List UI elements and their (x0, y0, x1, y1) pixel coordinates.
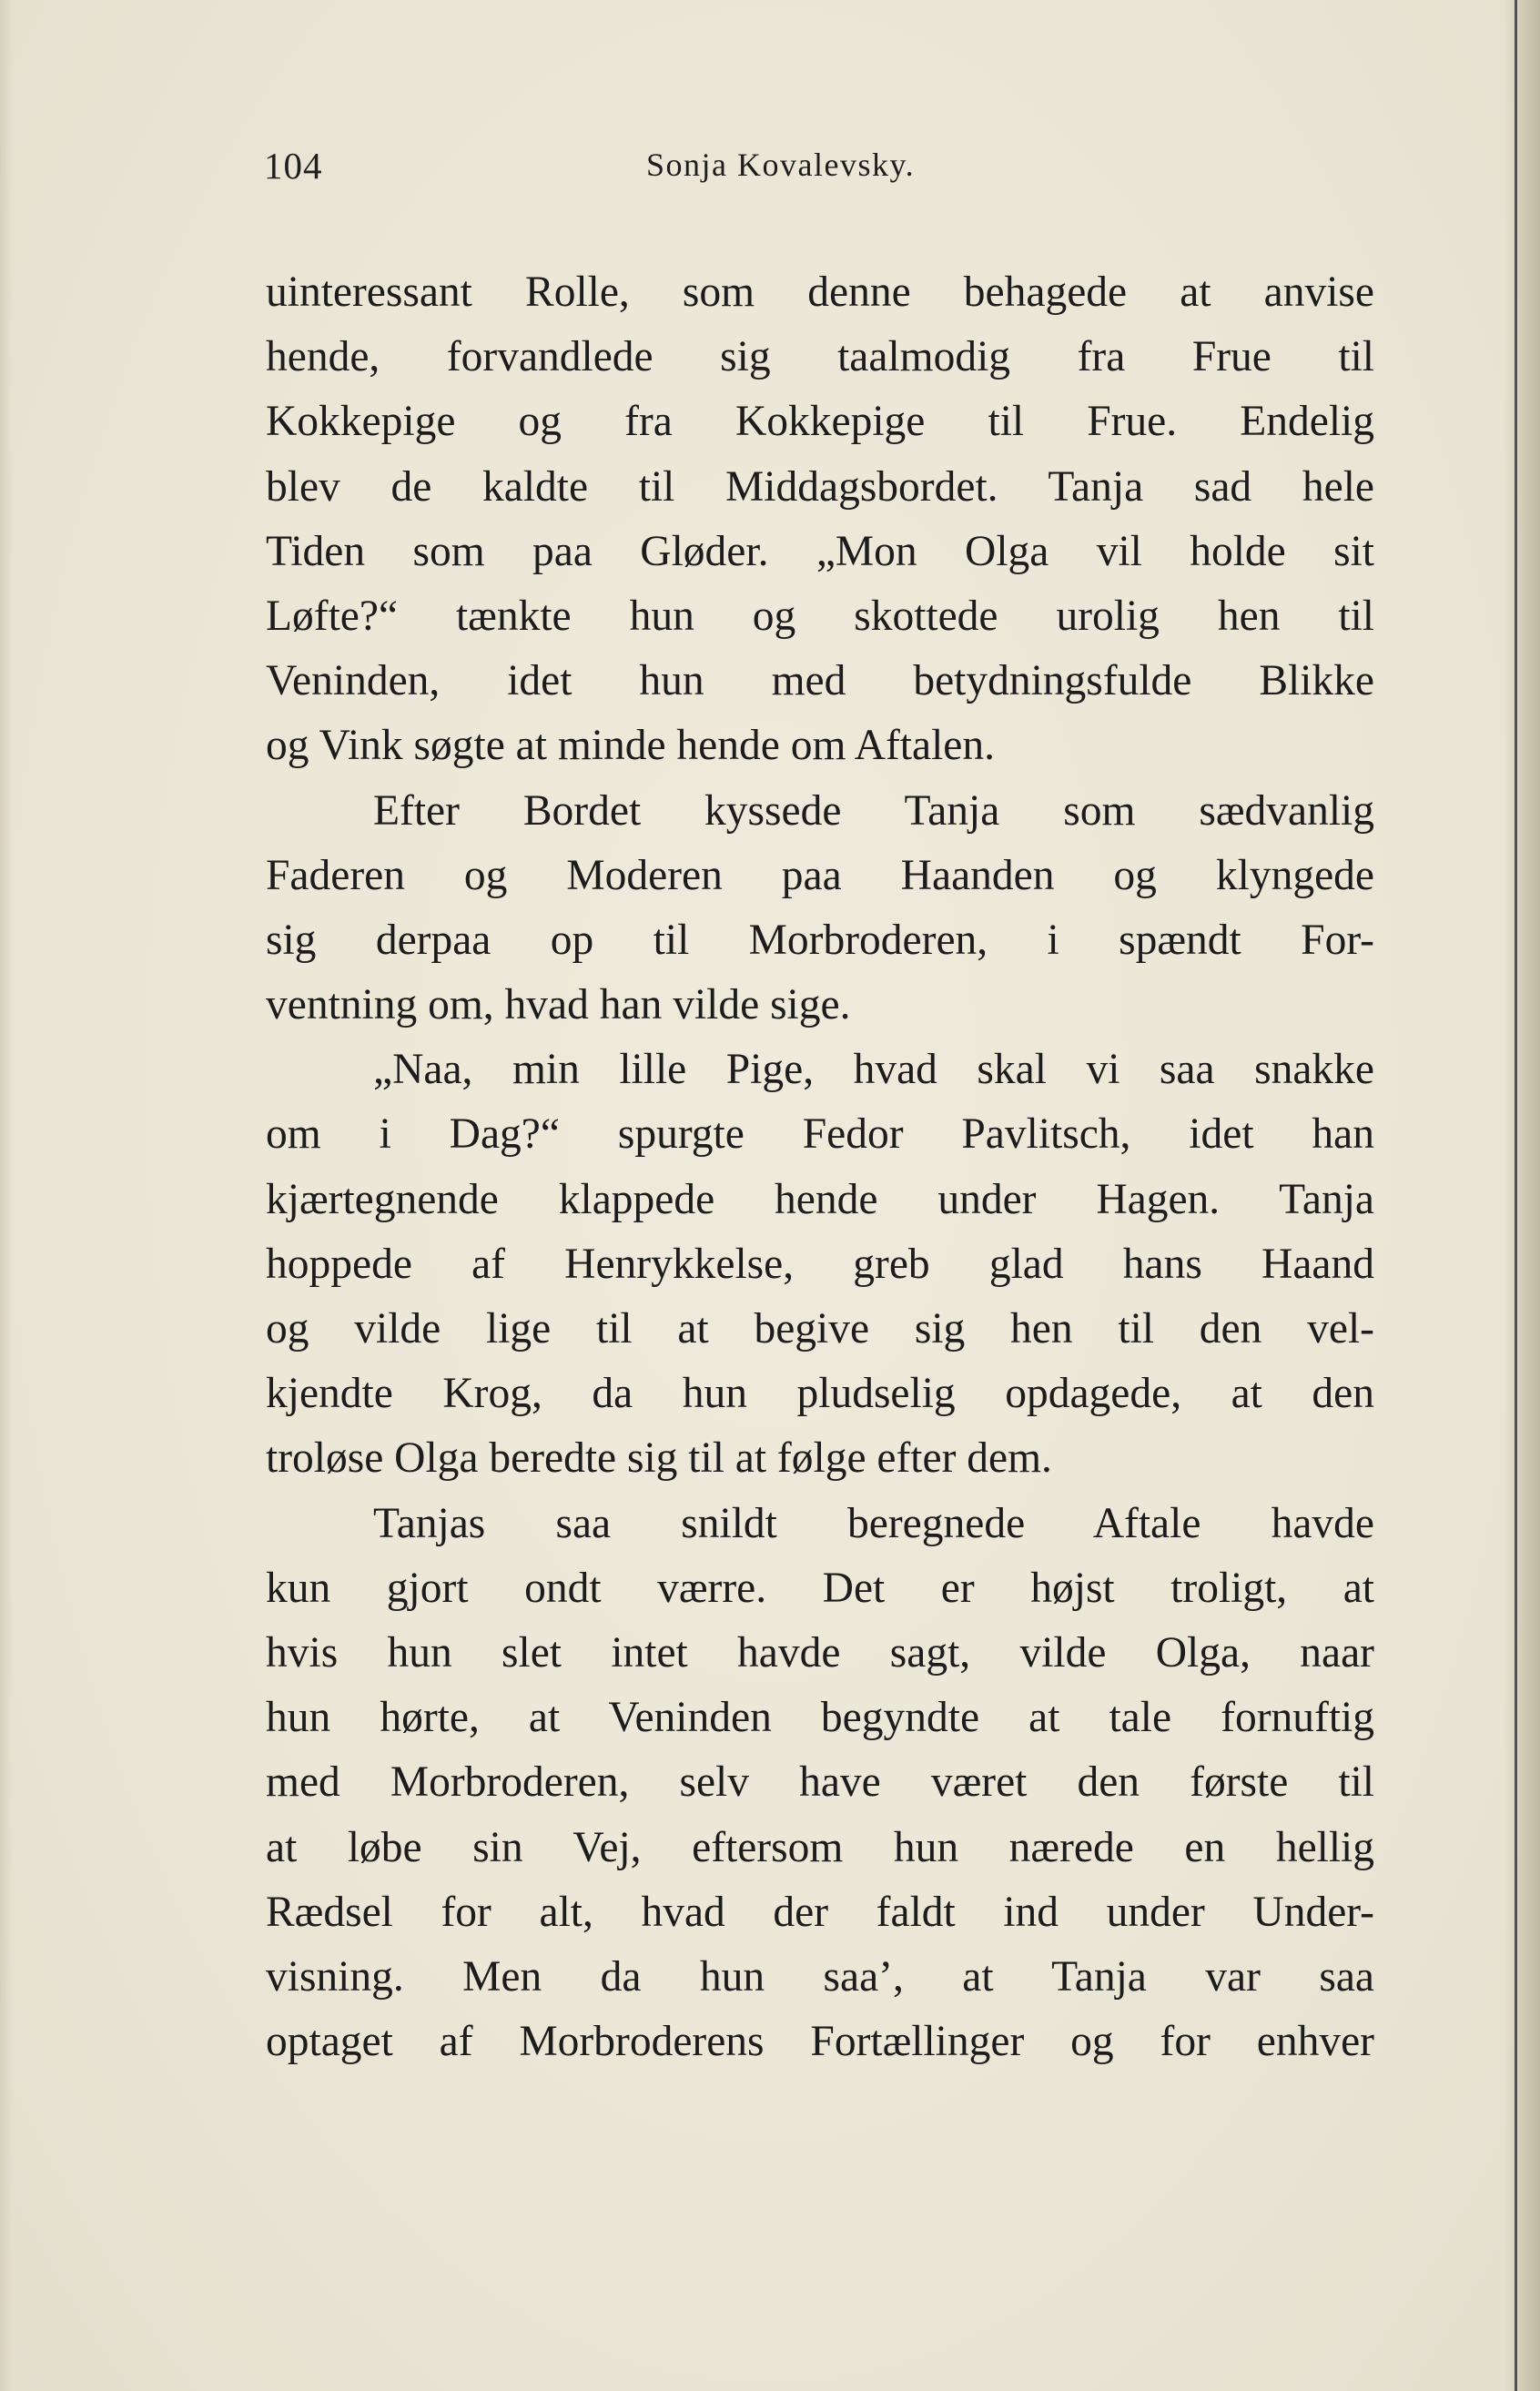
text-line: visning. Men da hun saa’, at Tanja var saa (266, 1952, 1374, 2001)
text-line: Tiden som paa Gløder. „Mon Olga vil holde sit (266, 527, 1374, 575)
body-text (266, 260, 1374, 2074)
text-line: kjærtegnende klappede hende under Hagen. Tanja (266, 1175, 1374, 1223)
text-line: kun gjort ondt værre. Det er højst troligt, at (266, 1564, 1374, 1612)
paragraph (266, 1038, 1374, 1491)
text-line: hoppede af Henrykkelse, greb glad hans Haand (266, 1240, 1374, 1288)
text-line: Efter Bordet kyssede Tanja som sædvanlig (373, 786, 1374, 835)
text-line: Faderen og Moderen paa Haanden og klyngede (266, 851, 1374, 899)
page-right-edge (1504, 0, 1540, 2391)
text-line: hende, forvandlede sig taalmodig fra Frue til (266, 333, 1374, 381)
text-line: og vilde lige til at begive sig hen til den vel- (266, 1305, 1374, 1353)
page-header (264, 144, 1374, 198)
text-line: om i Dag?“ spurgte Fedor Pavlitsch, idet han (266, 1110, 1374, 1159)
text-line: Rædsel for alt, hvad der faldt ind under Under- (266, 1888, 1374, 1936)
text-line: kjendte Krog, da hun pludselig opdagede, at den (266, 1370, 1374, 1418)
text-line: troløse Olga beredte sig til at følge efter dem. (266, 1434, 1052, 1483)
paragraph (266, 779, 1374, 1038)
text-line: at løbe sin Vej, eftersom hun nærede en hellig (266, 1823, 1374, 1871)
text-line: hvis hun slet intet havde sagt, vilde Olga, naar (266, 1628, 1374, 1677)
text-line: optaget af Morbroderens Fortællinger og for enhver (266, 2018, 1374, 2066)
text-line: med Morbroderen, selv have været den første til (266, 1758, 1374, 1807)
page-number: 104 (264, 145, 323, 187)
page-left-edge (0, 0, 13, 2391)
text-line: blev de kaldte til Middagsbordet. Tanja sad hele (266, 462, 1374, 511)
running-title: Sonja Kovalevsky. (646, 147, 916, 183)
text-line: Løfte?“ tænkte hun og skottede urolig hen til (266, 592, 1374, 640)
text-line: ventning om, hvad han vilde sige. (266, 981, 851, 1029)
page-gutter-line (1515, 0, 1517, 2391)
text-line: sig derpaa op til Morbroderen, i spændt For- (266, 916, 1374, 964)
text-line: Tanjas saa snildt beregnede Aftale havde (373, 1499, 1374, 1547)
text-line: hun hørte, at Veninden begyndte at tale fornuftig (266, 1694, 1374, 1742)
text-line: Kokkepige og fra Kokkepige til Frue. Endelig (266, 398, 1374, 446)
paragraph (266, 1492, 1374, 2075)
text-line: uinteressant Rolle, som denne behagede at anvise (266, 268, 1374, 316)
text-line: Veninden, idet hun med betydningsfulde Blikke (266, 657, 1374, 705)
paragraph (266, 260, 1374, 779)
text-line: „Naa, min lille Pige, hvad skal vi saa snakke (373, 1046, 1374, 1094)
text-line: og Vink søgte at minde hende om Aftalen. (266, 722, 995, 770)
